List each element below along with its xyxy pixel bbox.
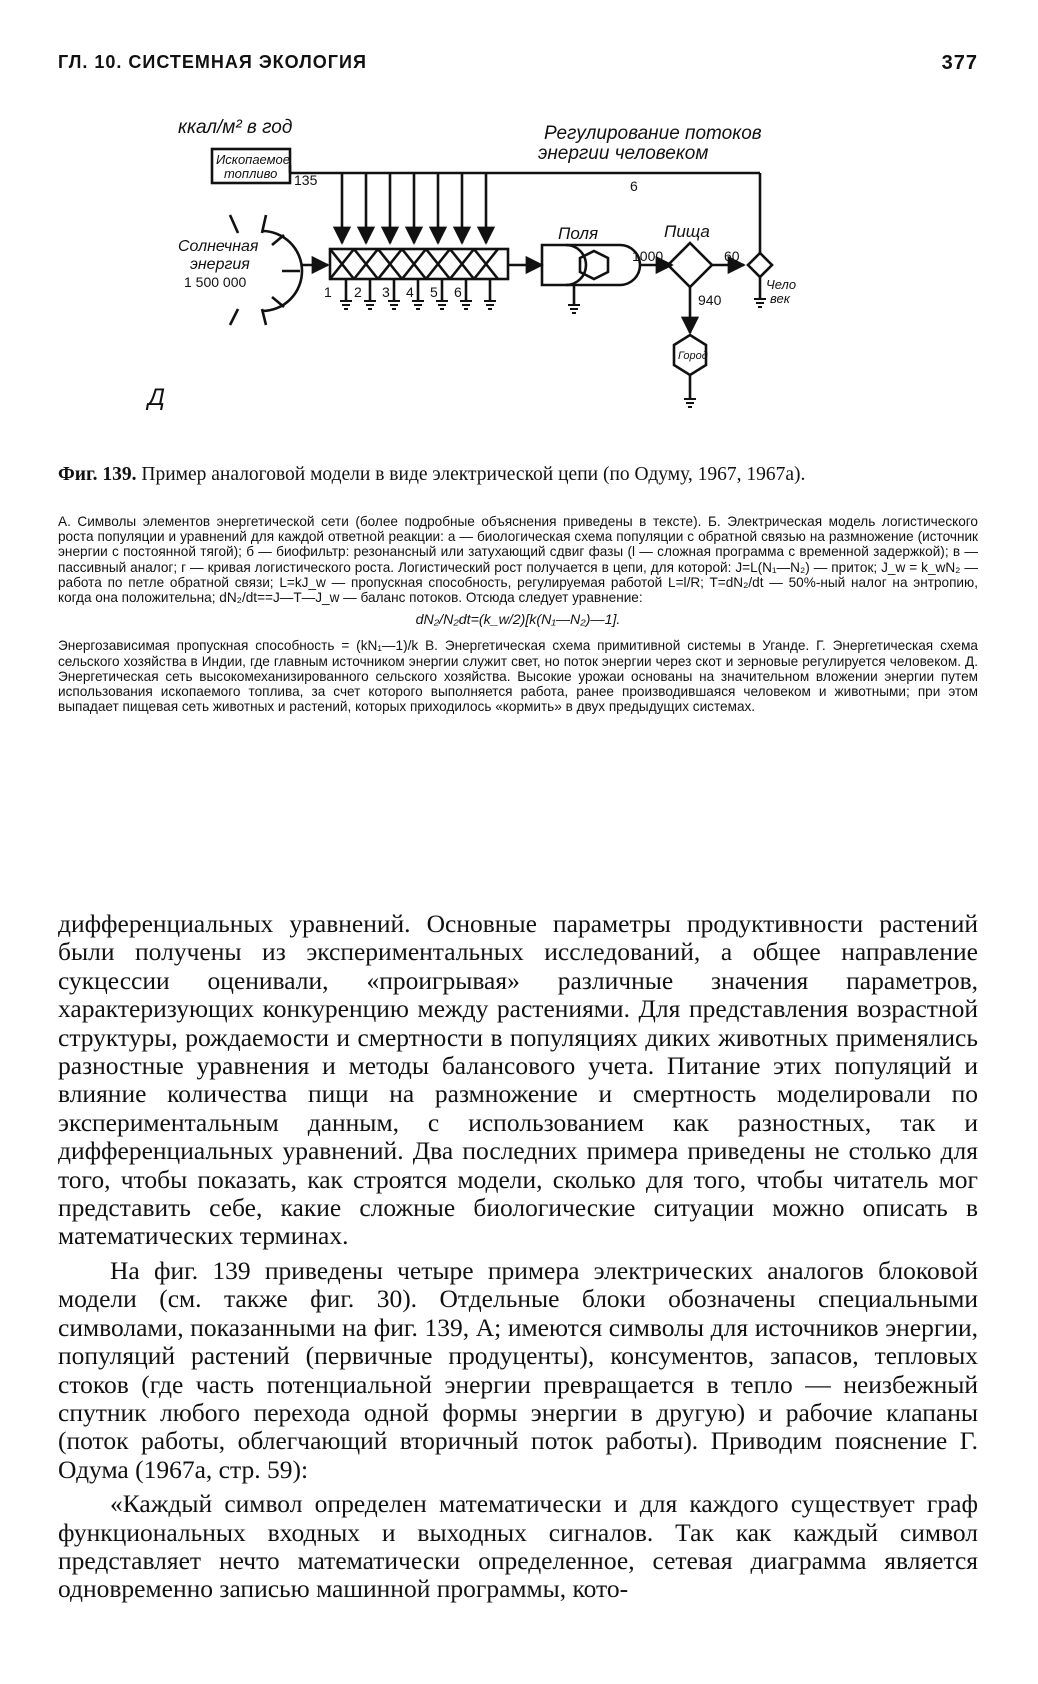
chain-number: 6	[454, 284, 462, 300]
body-paragraph: «Каждый символ определен математически и для каждого существует граф функциональных входных и выходных сигналов. Так как каждый символ представляет нечто математически определенное, сетевая диаграмма является одновременно записью машинной программы, кото-	[58, 1489, 978, 1604]
body-paragraph: На фиг. 139 приведены четыре примера электрических аналогов блоковой модели (см. также фиг. 30). Отдельные блоки обозначены специальными символами, показанными на фиг. 139, А; имеются символы для источников энергии, популяций растений (первичные продуценты), консументов, запасов, тепловых стоков (где часть потенциальной энергии превращается в тепло — неизбежный спутник любого перехода одной формы энергии в другую) и рабочие клапаны (поток работы, облегчающий вторичный поток работы). Приводим пояснение Г. Одума (1967а, стр. 59):	[58, 1255, 978, 1484]
figure-caption-text: Пример аналоговой модели в виде электрической цепи (по Одуму, 1967, 1967а).	[136, 464, 806, 485]
fields-label: Поля	[558, 224, 599, 243]
human-label-line1: Чело	[766, 277, 797, 292]
explanation-equation: dN₂/N₂dt=(k_w/2)[k(N₁—N₂)—1].	[415, 612, 621, 629]
running-header	[58, 46, 978, 76]
body-paragraph: дифференциальных уравнений. Основные параметры продуктивности растений были получены из экспериментальных исследований, а общее направление сукцессии оценивали, «проигрывая» различные значения параметров, характеризующих конкуренцию между растениями. Для представления возрастной структуры, рождаемости и смертности в популяциях диких животных применялись разностные уравнения и методы балансового учета. Питание этих популяций и влияние количества пищи на размножение и смертность моделировали по экспериментальным данным, с использованием как разностных, так и дифференциальных уравнений. Два последних примера приведены не столько для того, чтобы показать, как строятся модели, сколько для того, чтобы читатель мог представить себе, какие сложные биологические ситуации можно описать в математических терминах.	[58, 909, 978, 1251]
fossil-fuel-label-line2: топливо	[224, 166, 278, 181]
body-text	[58, 910, 978, 1610]
fossil-fuel-label-line1: Ископаемое	[216, 152, 291, 167]
explanation-paragraph: Энергозависимая пропускная способность = (kN₁—1)/k В. Энергетическая схема примитивной системы в Уганде. Г. Энергетическая схема сельского хозяйства в Индии, где главным источником энергии служит свет, но поток энергии через скот и зерновые регулируется человеком. Д. Энергетическая сеть высокомеханизированного сельского хозяйства. Высокие урожаи основаны на значительном вложении энергии путем использования ископаемого топлива, за счет которого выполняется работа, ранее производившаяся человеком и животными; при этом выпадает пищевая сеть животных и растений, которых приходилось «кормить» в двух предыдущих системах.	[58, 638, 978, 715]
panel-letter: Д	[148, 384, 165, 411]
flow-food-city: 940	[698, 292, 722, 308]
fossil-value: 135	[294, 172, 318, 188]
solar-label-line1: Солнечная	[178, 238, 259, 255]
page-number: 377	[941, 52, 978, 74]
chain-number: 4	[406, 284, 414, 300]
solar-value: 1 500 000	[184, 274, 247, 290]
explanation-paragraph: А. Символы элементов энергетической сети (более подробные объяснения приведены в тексте). Б. Электрическая модель логистического роста популяции и уравнений для каждой ответной реакции: а — биологическая схема популяции с обратной связью на размножение (источник энергии с постоянной тягой); б — биофильтр: резонансный или затухающий сдвиг фазы (l — сложная программа с временной задержкой); в — пассивный аналог; г — кривая логистического роста. Логистический рост получается в цепи, для которой: J=L(N₁—N₂) — приток; J_w = k_wN₂ — работа по петле обратной связи; L=kJ_w — пропускная способность, регулируемая работой L=l/R; T=dN₂/dt — 50%-ный налог на энтропию, когда она положительна; dN₂/dt==J—T—J_w — баланс потоков. Отсюда следует уравнение:	[58, 514, 978, 606]
solar-label-line2: энергия	[190, 256, 250, 273]
flow-food-human: 60	[724, 248, 740, 264]
city-label: Город	[678, 350, 708, 362]
chain-number: 3	[382, 284, 390, 300]
regulation-label-line2: энергии человеком	[538, 143, 709, 164]
energy-network-diagram	[150, 115, 990, 445]
regulation-label-line1: Регулирование потоков	[544, 123, 762, 144]
human-label-line2: век	[770, 291, 790, 306]
figure-number: Фиг. 139.	[58, 464, 137, 485]
food-label: Пища	[664, 222, 710, 241]
regulation-value: 6	[630, 178, 638, 194]
units-label: ккал/м² в год	[178, 117, 293, 138]
flow-fields-food: 1000	[632, 248, 664, 264]
figure-explanation	[58, 514, 978, 714]
chain-number: 2	[354, 284, 362, 300]
chapter-title: ГЛ. 10. СИСТЕМНАЯ ЭКОЛОГИЯ	[58, 52, 367, 72]
chain-number: 1	[324, 284, 332, 300]
chain-number: 5	[430, 284, 438, 300]
figure-caption	[58, 464, 978, 486]
